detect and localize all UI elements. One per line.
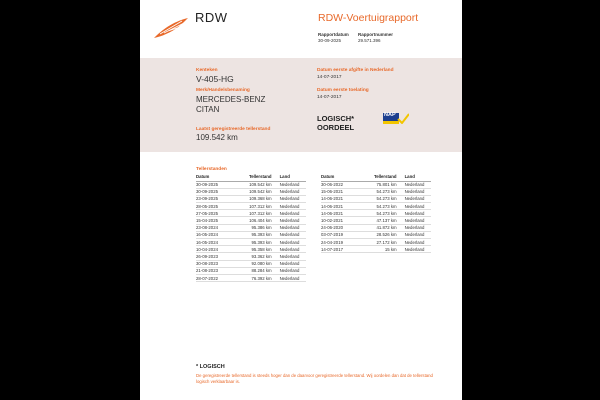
verdict-line2: OORDEEL bbox=[317, 123, 355, 132]
table-row bbox=[321, 239, 431, 246]
cell-date: 26-09-2023 bbox=[196, 253, 231, 260]
table-row bbox=[196, 246, 306, 253]
cell-date: 10-02-2021 bbox=[321, 217, 356, 224]
cell-date: 14-06-2021 bbox=[321, 195, 356, 202]
first-admission-label: Datum eerste toelating bbox=[317, 88, 369, 93]
vehicle-info-band bbox=[140, 58, 462, 152]
cell-land: Nederland bbox=[280, 217, 306, 224]
cell-km: 75.801 km bbox=[356, 181, 405, 188]
cell-land: Nederland bbox=[405, 224, 431, 231]
table-row bbox=[196, 188, 306, 195]
odometer-table-right bbox=[321, 174, 431, 253]
cell-date: 23-09-2025 bbox=[196, 195, 231, 202]
table-row bbox=[321, 246, 431, 253]
header-date: Datum bbox=[321, 174, 356, 181]
cell-date: 24-04-2019 bbox=[321, 239, 356, 246]
cell-km: 93.362 km bbox=[231, 253, 280, 260]
cell-km: 54.273 km bbox=[356, 188, 405, 195]
make-name: MERCEDES-BENZ bbox=[196, 95, 266, 104]
first-admission-date: 14-07-2017 bbox=[317, 95, 342, 100]
cell-land: Nederland bbox=[405, 195, 431, 202]
cell-land: Nederland bbox=[280, 210, 306, 217]
cell-date: 16-05-2024 bbox=[196, 231, 231, 238]
cell-date: 28-05-2025 bbox=[196, 203, 231, 210]
header-km: Tellerstand bbox=[231, 174, 280, 181]
cell-land: Nederland bbox=[405, 181, 431, 188]
cell-land: Nederland bbox=[280, 181, 306, 188]
make-value bbox=[196, 95, 265, 115]
cell-date: 30-09-2025 bbox=[196, 188, 231, 195]
cell-land: Nederland bbox=[280, 267, 306, 274]
cell-land: Nederland bbox=[280, 224, 306, 231]
header-land: Land bbox=[280, 174, 306, 181]
report-date-block bbox=[318, 32, 349, 44]
cell-land: Nederland bbox=[405, 203, 431, 210]
cell-land: Nederland bbox=[280, 195, 306, 202]
cell-km: 76.392 km bbox=[231, 274, 280, 281]
table-row bbox=[321, 181, 431, 188]
table-row bbox=[321, 210, 431, 217]
cell-land: Nederland bbox=[405, 246, 431, 253]
cell-land: Nederland bbox=[280, 253, 306, 260]
brand-name: RDW bbox=[195, 10, 228, 25]
nap-label: NAP bbox=[384, 112, 396, 118]
cell-land: Nederland bbox=[405, 210, 431, 217]
table-row bbox=[196, 260, 306, 267]
table-row bbox=[196, 253, 306, 260]
table-row bbox=[196, 224, 306, 231]
table-row bbox=[196, 181, 306, 188]
cell-land: Nederland bbox=[280, 239, 306, 246]
cell-km: 41.872 km bbox=[356, 224, 405, 231]
cell-land: Nederland bbox=[405, 217, 431, 224]
table-row bbox=[196, 239, 306, 246]
cell-land: Nederland bbox=[405, 188, 431, 195]
table-row bbox=[196, 267, 306, 274]
cell-km: 54.273 km bbox=[356, 203, 405, 210]
cell-km: 95.393 km bbox=[231, 239, 280, 246]
cell-km: 54.273 km bbox=[356, 210, 405, 217]
cell-km: 109.542 km bbox=[231, 181, 280, 188]
table-header-row bbox=[196, 174, 306, 181]
report-number: 29.571.396 bbox=[358, 38, 381, 43]
report-date: 30-09-2025 bbox=[318, 38, 342, 43]
odo-label: Laatst geregistreerde tellerstand bbox=[196, 127, 271, 132]
report-number-block bbox=[358, 32, 393, 44]
cell-date: 16-05-2024 bbox=[196, 239, 231, 246]
cell-date: 23-08-2024 bbox=[196, 224, 231, 231]
cell-km: 95.358 km bbox=[231, 246, 280, 253]
cell-date: 27-05-2025 bbox=[196, 210, 231, 217]
cell-land: Nederland bbox=[280, 260, 306, 267]
cell-km: 92.080 km bbox=[231, 260, 280, 267]
odometer-title: Tellerstanden bbox=[196, 167, 227, 172]
cell-km: 107.312 km bbox=[231, 203, 280, 210]
cell-km: 109.368 km bbox=[231, 195, 280, 202]
table-row bbox=[196, 217, 306, 224]
cell-date: 15-06-2021 bbox=[321, 188, 356, 195]
cell-land: Nederland bbox=[405, 239, 431, 246]
rdw-logo-icon bbox=[152, 16, 190, 40]
header-km: Tellerstand bbox=[356, 174, 405, 181]
table-row bbox=[321, 224, 431, 231]
cell-date: 21-08-2023 bbox=[196, 267, 231, 274]
cell-km: 15 km bbox=[356, 246, 405, 253]
cell-land: Nederland bbox=[280, 231, 306, 238]
cell-date: 30-06-2022 bbox=[321, 181, 356, 188]
cell-km: 88.284 km bbox=[231, 267, 280, 274]
table-row bbox=[196, 210, 306, 217]
verdict-line1: LOGISCH* bbox=[317, 114, 355, 123]
plate-label: Kenteken bbox=[196, 68, 218, 73]
table-row bbox=[321, 217, 431, 224]
table-row bbox=[196, 203, 306, 210]
cell-km: 27.172 km bbox=[356, 239, 405, 246]
header-date: Datum bbox=[196, 174, 231, 181]
report-date-label: Rapportdatum bbox=[318, 32, 349, 37]
cell-km: 95.393 km bbox=[231, 231, 280, 238]
verdict bbox=[317, 114, 354, 132]
footnote-text: De geregistreerde tellerstand is steeds hoger dan de daarvoor geregistreerde tellerstand. Wij oordelen dan dat de tellerstand logisch verklaarbaar is. bbox=[196, 373, 433, 384]
cell-date: 14-07-2017 bbox=[321, 246, 356, 253]
make-label: Merk/Handelsbenaming bbox=[196, 88, 250, 93]
plate-value: V-405-HG bbox=[196, 74, 234, 84]
cell-date: 24-06-2020 bbox=[321, 224, 356, 231]
cell-land: Nederland bbox=[280, 203, 306, 210]
header-land: Land bbox=[405, 174, 431, 181]
cell-date: 30-09-2025 bbox=[196, 181, 231, 188]
odo-value: 109.542 km bbox=[196, 133, 238, 142]
cell-km: 109.542 km bbox=[231, 188, 280, 195]
table-row bbox=[321, 195, 431, 202]
cell-land: Nederland bbox=[280, 188, 306, 195]
cell-date: 03-07-2019 bbox=[321, 231, 356, 238]
cell-date: 30-08-2023 bbox=[196, 260, 231, 267]
first-nl-date: 14-07-2017 bbox=[317, 75, 342, 80]
cell-km: 28.526 km bbox=[356, 231, 405, 238]
cell-date: 10-04-2024 bbox=[196, 246, 231, 253]
cell-date: 14-06-2021 bbox=[321, 210, 356, 217]
table-row bbox=[321, 231, 431, 238]
table-row bbox=[196, 195, 306, 202]
cell-km: 107.312 km bbox=[231, 210, 280, 217]
model-name: CITAN bbox=[196, 105, 220, 114]
report-number-label: Rapportnummer bbox=[358, 32, 394, 37]
cell-date: 28-07-2022 bbox=[196, 274, 231, 281]
cell-km: 47.137 km bbox=[356, 217, 405, 224]
cell-land: Nederland bbox=[280, 246, 306, 253]
cell-land: Nederland bbox=[405, 231, 431, 238]
cell-km: 106.404 km bbox=[231, 217, 280, 224]
odometer-table-left bbox=[196, 174, 306, 282]
table-row bbox=[196, 231, 306, 238]
cell-date: 14-06-2021 bbox=[321, 203, 356, 210]
report-title: RDW-Voertuigrapport bbox=[318, 12, 419, 24]
cell-date: 15-04-2025 bbox=[196, 217, 231, 224]
table-row bbox=[196, 274, 306, 281]
table-header-row bbox=[321, 174, 431, 181]
cell-km: 54.273 km bbox=[356, 195, 405, 202]
table-row bbox=[321, 188, 431, 195]
vehicle-report-page bbox=[140, 0, 462, 400]
nap-badge bbox=[383, 111, 409, 122]
footnote-title: * LOGISCH bbox=[196, 364, 225, 370]
first-nl-label: Datum eerste afgifte in Nederland bbox=[317, 68, 394, 73]
cell-land: Nederland bbox=[280, 274, 306, 281]
cell-km: 95.386 km bbox=[231, 224, 280, 231]
table-row bbox=[321, 203, 431, 210]
